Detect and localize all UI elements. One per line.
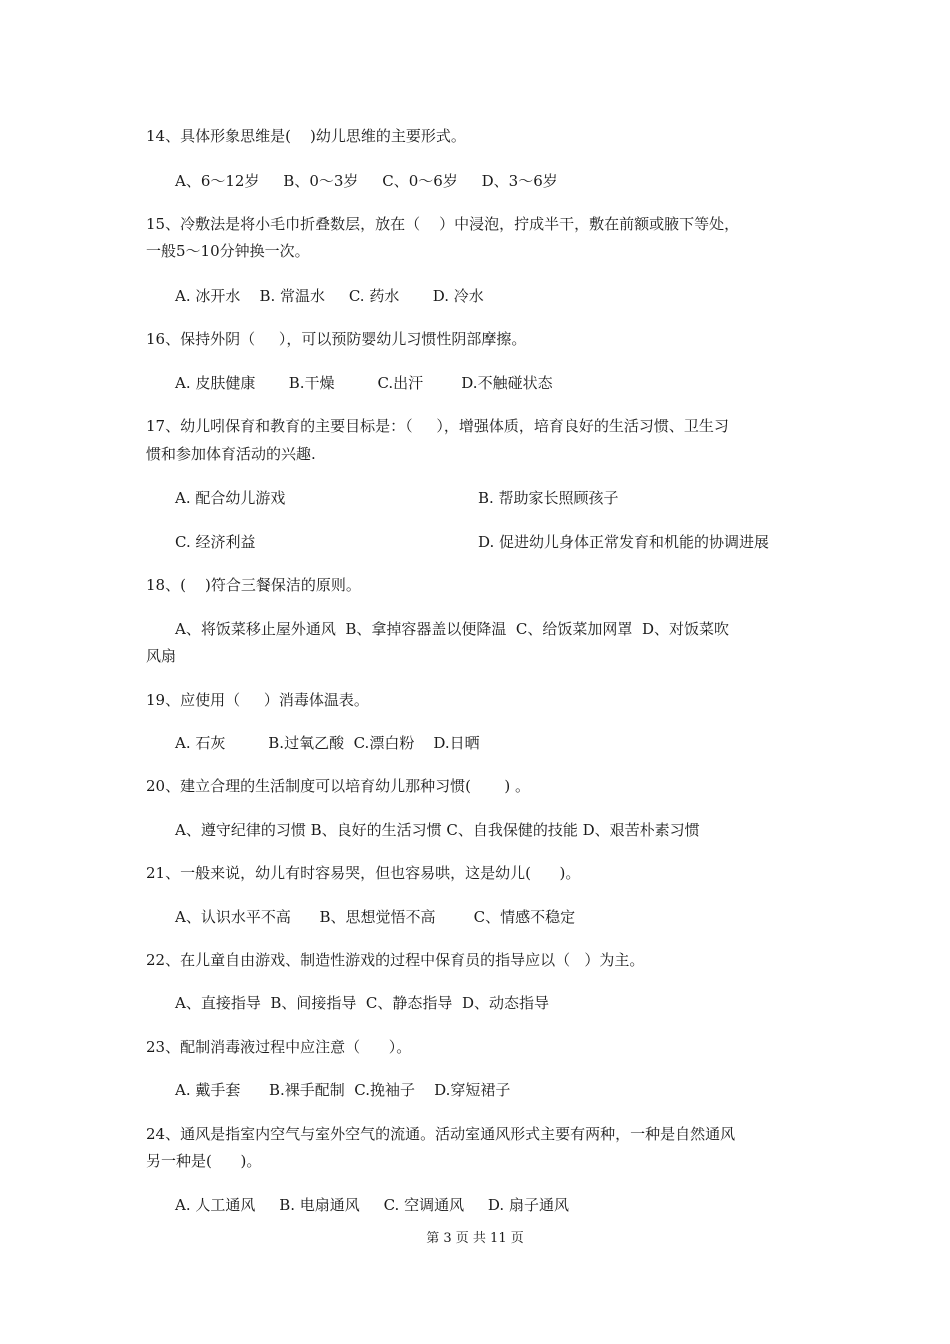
- question-17-option-d: D. 促进幼儿身体正常发育和机能的协调进展: [478, 533, 770, 551]
- question-17-stem-cont: 惯和参加体育活动的兴趣.: [146, 445, 316, 463]
- question-17-stem: 17、幼儿吲保育和教育的主要目标是：（ ），增强体质，培育良好的生活习惯、卫生习: [146, 417, 729, 435]
- question-15-stem-cont: 一般5～10分钟换一次。: [146, 242, 310, 260]
- question-21-options: A、认识水平不高 B、思想觉悟不高 C、情感不稳定: [175, 908, 576, 926]
- question-22-options: A、直接指导 B、间接指导 C、静态指导 D、动态指导: [175, 994, 549, 1012]
- question-17-option-a: A. 配合幼儿游戏: [175, 489, 286, 507]
- question-16-stem: 16、保持外阴（ ），可以预防婴幼儿习惯性阴部摩擦。: [146, 330, 527, 348]
- question-18-stem: 18、( )符合三餐保洁的原则。: [146, 576, 361, 594]
- question-15-options: A. 冰开水 B. 常温水 C. 药水 D. 冷水: [175, 287, 484, 305]
- question-21-stem: 21、一般来说，幼儿有时容易哭，但也容易哄，这是幼儿( )。: [146, 864, 581, 882]
- question-14-stem: 14、具体形象思维是( )幼儿思维的主要形式。: [146, 127, 466, 145]
- question-16-options: A. 皮肤健康 B.干燥 C.出汗 D.不触碰状态: [175, 374, 553, 392]
- question-20-options: A、遵守纪律的习惯 B、良好的生活习惯 C、自我保健的技能 D、艰苦朴素习惯: [175, 821, 700, 839]
- question-14-options: A、6～12岁 B、0～3岁 C、0～6岁 D、3～6岁: [175, 172, 558, 190]
- question-24-options: A. 人工通风 B. 电扇通风 C. 空调通风 D. 扇子通风: [175, 1196, 569, 1214]
- question-17-option-b: B. 帮助家长照顾孩子: [478, 489, 619, 507]
- question-23-stem: 23、配制消毒液过程中应注意（ ）。: [146, 1038, 412, 1056]
- question-22-stem: 22、在儿童自由游戏、制造性游戏的过程中保育员的指导应以（ ）为主。: [146, 951, 645, 969]
- page-number-footer: 第 3 页 共 11 页: [426, 1231, 524, 1246]
- question-23-options: A. 戴手套 B.裸手配制 C.挽袖子 D.穿短裙子: [175, 1081, 511, 1099]
- question-18-options: A、将饭菜移止屋外通风 B、拿掉容器盖以便降温 C、给饭菜加网罩 D、对饭菜吹: [175, 620, 729, 638]
- question-24-stem-cont: 另一种是( )。: [146, 1152, 262, 1170]
- question-18-options-cont: 风扇: [146, 647, 177, 665]
- question-20-stem: 20、建立合理的生活制度可以培育幼儿那种习惯( ) 。: [146, 777, 530, 795]
- question-15-stem: 15、冷敷法是将小毛巾折叠数层，放在（ ）中浸泡，拧成半干，敷在前额或腋下等处，: [146, 215, 740, 233]
- question-17-option-c: C. 经济利益: [175, 533, 256, 551]
- question-19-stem: 19、应使用（ ）消毒体温表。: [146, 691, 369, 709]
- question-24-stem: 24、通风是指室内空气与室外空气的流通。活动室通风形式主要有两种，一种是自然通风: [146, 1125, 736, 1143]
- question-19-options: A. 石灰 B.过氧乙酸 C.漂白粉 D.日晒: [175, 734, 480, 752]
